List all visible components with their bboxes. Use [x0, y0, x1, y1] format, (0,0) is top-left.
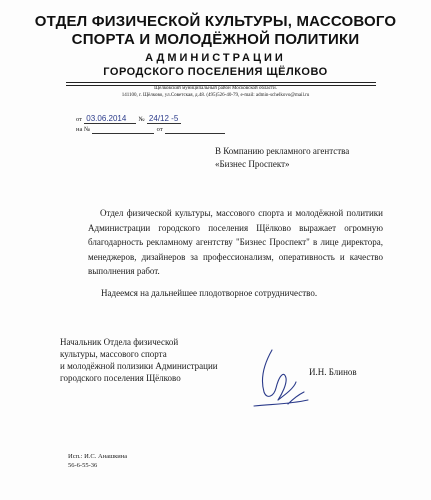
date-label: от: [76, 116, 83, 123]
org-title-line4: ГОРОДСКОГО ПОСЕЛЕНИЯ ЩЁЛКОВО: [103, 66, 328, 78]
reference-row: [76, 124, 225, 134]
body-paragraph-1: Отдел физической культуры, массового спорта и молодёжной политики Администрации городского поселения Щёлково выражает огромную благодарность рекламному агентству "Бизнес Проспект" в лице директора, менеджеров, дизайнеров за профессионализм, оперативность и качество выполнения работ.: [88, 208, 383, 276]
executor-phone: 56-6-55-36: [68, 462, 98, 469]
org-title-line1: ОТДЕЛ ФИЗИЧЕСКОЙ КУЛЬТУРЫ, МАССОВОГО: [34, 13, 397, 30]
ref-date-label: от: [156, 126, 163, 133]
ref-label: на №: [76, 126, 91, 133]
number-value: 24/12 -5: [147, 114, 181, 124]
signatory-title-line4: городского поселения Щёлково: [60, 373, 181, 383]
outgoing-date-row: [76, 114, 181, 124]
executor-name: Исп.: И.С. Анашкина: [68, 453, 128, 460]
recipient-line1: В Компанию рекламного агентства: [215, 146, 350, 156]
signatory-title-line1: Начальник Отдела физической: [60, 337, 179, 347]
number-label: №: [138, 116, 145, 123]
recipient-line2: «Бизнес Проспект»: [215, 159, 290, 169]
signatory-title-line3: и молодёжной полизики Администрации: [60, 361, 218, 371]
body-paragraph-2: Надеемся на дальнейшее плодотворное сотрудничество.: [101, 288, 318, 298]
address-line1: Щёлковский муниципальный район Московской области.: [154, 86, 277, 91]
signatory-title-line2: культуры, массового спорта: [60, 349, 167, 359]
ref-number-blank: [92, 124, 154, 134]
org-title-line2: СПОРТА И МОЛОДЁЖНОЙ ПОЛИТИКИ: [71, 31, 360, 48]
signatory-name: И.Н. Блинов: [309, 367, 357, 377]
ref-date-blank: [165, 124, 225, 134]
date-value: 03.06.2014: [84, 114, 136, 124]
handwritten-signature: [224, 344, 314, 416]
org-title-line3: АДМИНИСТРАЦИИ: [145, 52, 286, 64]
header-rule-thick: [66, 82, 376, 83]
address-line2: 141100, г. Щёлково, ул.Советская, д.48. (495)526-40-79, e-mail: admin-schelkovo@mail.ru: [121, 93, 310, 98]
